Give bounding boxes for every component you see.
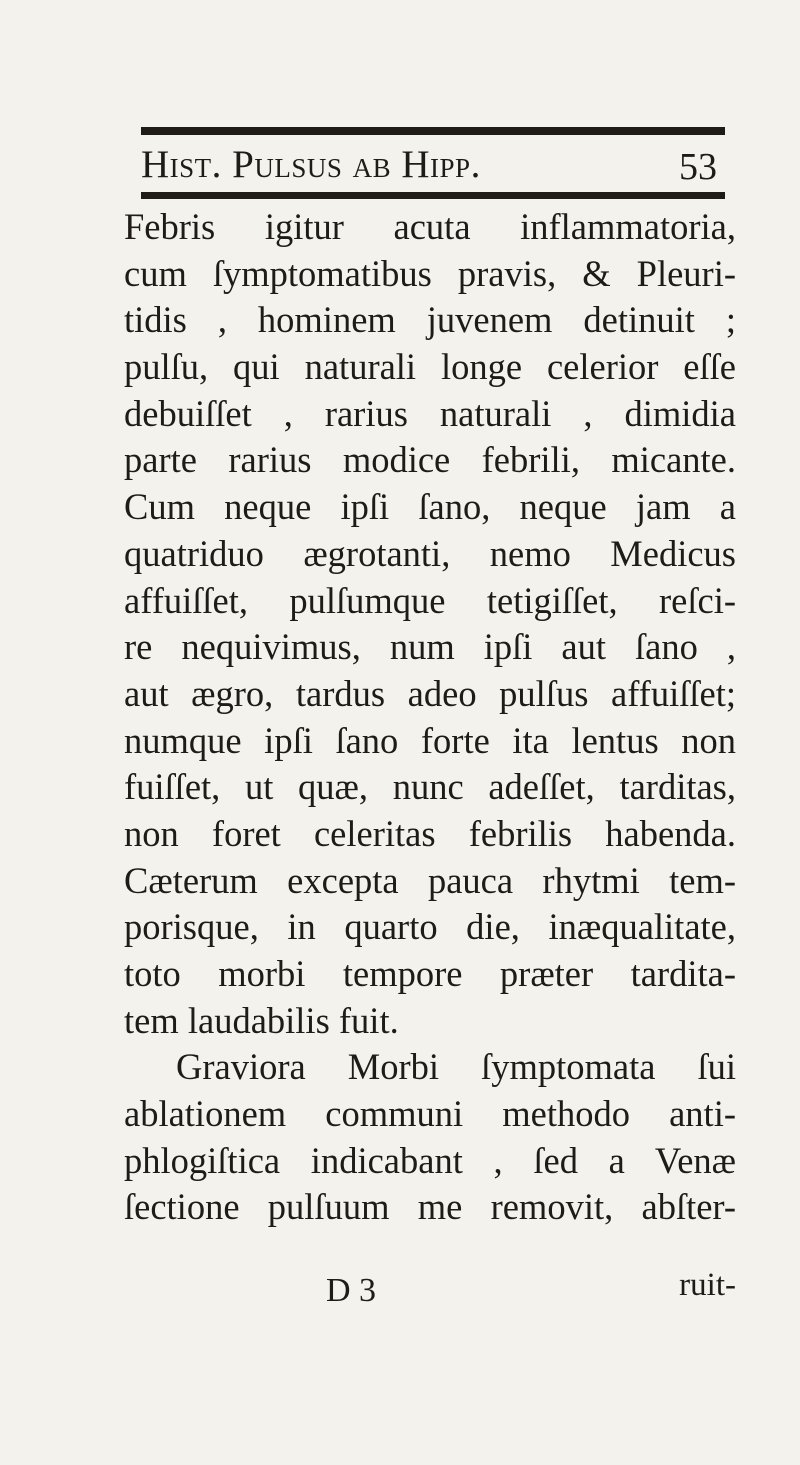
text-line: numque ipſi ſano forte ita lentus non	[124, 719, 736, 761]
text-line: fuiſſet, ut quæ, nunc adeſſet, tarditas,	[124, 766, 736, 808]
text-line: Cæterum excepta pauca rhytmi tem-	[124, 859, 736, 901]
text-line: tem laudabilis fuit.	[124, 999, 399, 1041]
body-text	[124, 204, 736, 1231]
text-line: non foret celeritas febrilis habenda.	[124, 812, 736, 854]
text-line: toto morbi tempore præter tardita-	[124, 953, 736, 994]
signature-mark: D 3	[326, 1272, 377, 1309]
page-number: 53	[679, 146, 717, 188]
text-line: ſectione pulſuum me removit, abſter-	[124, 1186, 736, 1228]
header-rule-top	[141, 127, 725, 135]
text-line: phlogiſtica indicabant , ſed a Venæ	[124, 1139, 736, 1181]
catchword: ruit-	[679, 1267, 736, 1303]
header-rule-bottom	[141, 192, 725, 199]
text-line: re nequivimus, num ipſi aut ſano ,	[124, 626, 736, 668]
text-line: cum ſymptomatibus pravis, & Pleuri-	[124, 252, 736, 294]
text-line: debuiſſet , rarius naturali , dimidia	[124, 392, 736, 434]
text-line: pulſu, qui naturali longe celerior eſſe	[124, 346, 736, 388]
text-line: ablationem communi methodo anti-	[124, 1093, 736, 1135]
text-line: Febris igitur acuta inflammatoria,	[124, 206, 736, 247]
text-line: porisque, in quarto die, inæqualitate,	[124, 906, 736, 948]
text-line: aut ægro, tardus adeo pulſus affuiſſet;	[124, 672, 736, 714]
text-line: Graviora Morbi ſymptomata ſui	[176, 1046, 736, 1088]
text-line: parte rarius modice febrili, micante.	[124, 439, 736, 481]
running-head: Hist. Pulsus ab Hipp.	[141, 143, 481, 186]
text-line: affuiſſet, pulſumque tetigiſſet, reſci-	[124, 579, 736, 621]
page-header	[141, 140, 725, 190]
text-line: tidis , hominem juvenem detinuit ;	[124, 299, 736, 341]
page-footer	[124, 1268, 736, 1318]
text-line: quatriduo ægrotanti, nemo Medicus	[124, 532, 736, 574]
text-line: Cum neque ipſi ſano, neque jam a	[124, 486, 736, 528]
